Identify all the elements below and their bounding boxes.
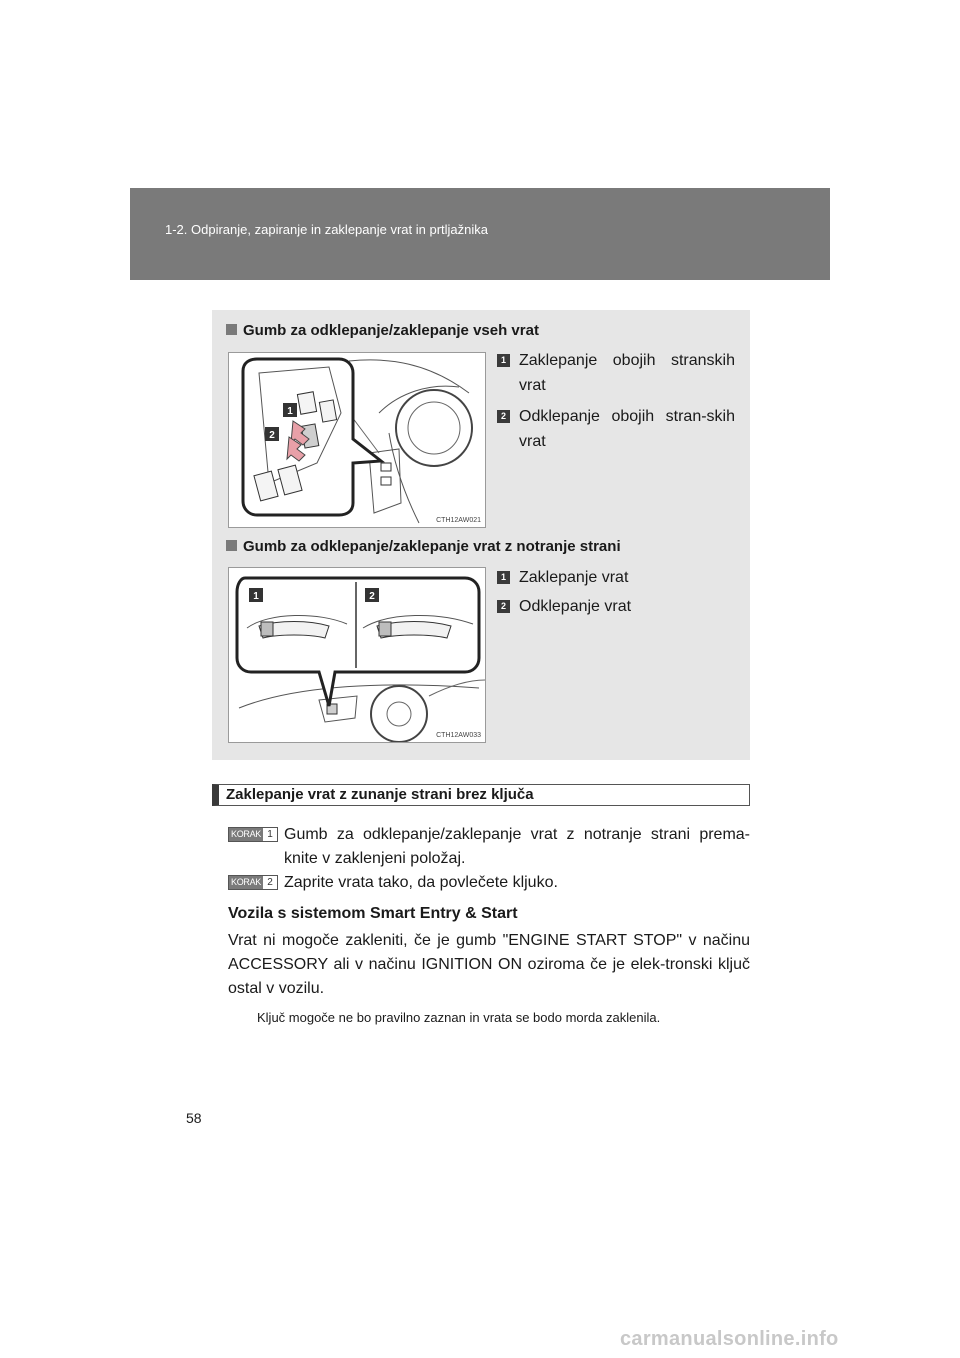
- subheading-all-doors: [226, 322, 539, 339]
- number-badge-1: 1: [497, 354, 510, 367]
- step-text: Gumb za odklepanje/zaklepanje vrat z notranje strani prema-knite v zaklenjeni položaj.: [284, 826, 750, 867]
- subheading-inside-lock-text: Gumb za odklepanje/zaklepanje vrat z notranje strani: [243, 538, 621, 555]
- section-heading: Zaklepanje vrat z zunanje strani brez ključa: [212, 784, 750, 806]
- subheading-inside-lock: [226, 538, 621, 555]
- smart-entry-heading: Vozila s sistemom Smart Entry & Start: [228, 905, 518, 922]
- legend-inside-lock: [497, 565, 735, 625]
- step-2: [228, 871, 750, 895]
- svg-text:1: 1: [287, 406, 293, 417]
- watermark: carmanualsonline.info: [620, 1328, 839, 1350]
- figure-code: CTH12AW033: [436, 732, 481, 739]
- figure-lock-switch: [228, 352, 486, 528]
- note-text: Ključ mogoče ne bo pravilno zaznan in vrata se bodo morda zaklenila.: [257, 1010, 661, 1025]
- step-badge: [228, 875, 278, 890]
- subheading-all-doors-text: Gumb za odklepanje/zaklepanje vseh vrat: [243, 322, 539, 339]
- legend-item: [497, 565, 735, 590]
- number-badge-1: 1: [497, 571, 510, 584]
- legend-item: [497, 348, 735, 398]
- step-text: Zaprite vrata tako, da povlečete kljuko.: [284, 874, 558, 891]
- svg-text:2: 2: [369, 591, 375, 602]
- legend-item: [497, 404, 735, 454]
- square-bullet-icon: [226, 324, 237, 335]
- legend-item: [497, 594, 735, 619]
- header-bar: [130, 188, 830, 280]
- figure-code: CTH12AW021: [436, 517, 481, 524]
- legend-text: Zaklepanje obojih stranskih vrat: [519, 352, 735, 394]
- svg-text:1: 1: [253, 591, 259, 602]
- legend-all-doors: [497, 348, 735, 460]
- smart-entry-text: Vrat ni mogoče zakleniti, če je gumb "ENGINE START STOP" v načinu ACCESSORY ali v načinu IGNITION ON oziroma če je elek-tronski ključ ostal v vozilu.: [228, 932, 750, 997]
- page-number: 58: [186, 1110, 202, 1126]
- number-badge-2: 2: [497, 600, 510, 613]
- step-number: 1: [267, 829, 273, 840]
- figure-inside-lock: [228, 567, 486, 743]
- legend-text: Zaklepanje vrat: [519, 569, 629, 586]
- legend-text: Odklepanje obojih stran-skih vrat: [519, 408, 735, 450]
- lock-switch-illustration: [229, 353, 486, 528]
- inside-lock-illustration: [229, 568, 486, 743]
- step-badge: [228, 827, 278, 842]
- square-bullet-icon: [226, 540, 237, 551]
- step-number: 2: [267, 877, 273, 888]
- step-keyword: KORAK: [231, 829, 262, 839]
- step-1: [228, 823, 750, 871]
- svg-text:2: 2: [269, 430, 275, 441]
- number-badge-2: 2: [497, 410, 510, 423]
- step-keyword: KORAK: [231, 877, 262, 887]
- legend-text: Odklepanje vrat: [519, 598, 632, 615]
- section-title: 1-2. Odpiranje, zapiranje in zaklepanje vrat in prtljažnika: [165, 222, 489, 237]
